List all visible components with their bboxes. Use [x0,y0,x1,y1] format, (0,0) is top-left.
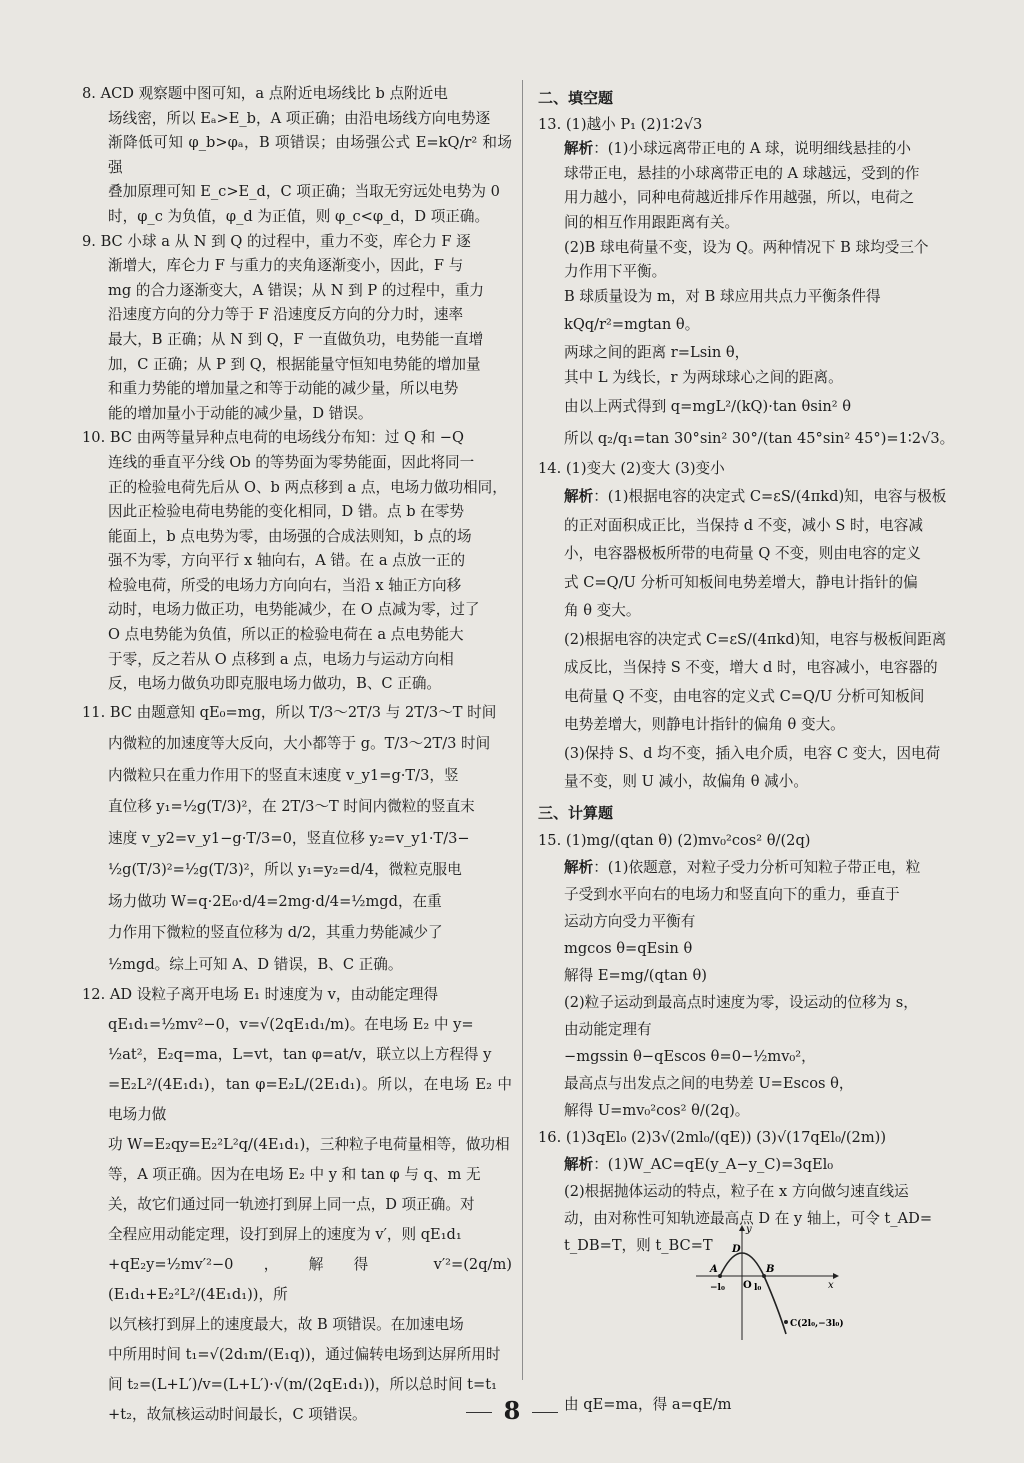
text-line: ½mgd。综上可知 A、D 错误，B、C 正确。 [108,955,403,973]
text-line: 间 t₂=(L+L′)/v=(L+L′)·√(m/(2qE₁d₁))，所以总时间 t=t₁ [108,1376,497,1394]
analysis-label: 解析 [564,859,594,877]
page-number [0,1396,1024,1425]
text-line: 解得 E=mg/(qtan θ) [564,967,707,985]
text-line: 量不变，则 U 减小，故偏角 θ 减小。 [564,773,808,791]
text-line: 的正对面积成正比，当保持 d 不变，减小 S 时，电容减 [564,516,923,534]
label-c: C(2l₀,−3l₀) [790,1319,844,1329]
text-line: 所以 q₂/q₁=tan 30°sin² 30°/(tan 45°sin² 45°)=1∶2√3。 [564,429,955,447]
text-line: 11. BC 由题意知 qE₀=mg，所以 T/3～2T/3 与 2T/3～T 时间 [82,703,497,721]
text-line: 反，电场力做负功即克服电场力做功，B、C 正确。 [108,675,442,693]
text-line: 检验电荷，所受的电场力方向向右，当沿 x 轴正方向移 [108,576,462,594]
answer-14 [538,455,968,797]
text-line: 关，故它们通过同一轨迹打到屏上同一点，D 项正确。对 [108,1196,475,1214]
text-line: 渐增大，库仑力 F 与重力的夹角逐渐变小，因此，F 与 [108,257,464,275]
text-line: ½at²，E₂q=ma，L=vt，tan φ=at/v，联立以上方程得 y [108,1046,492,1064]
text-line: 10. BC 由两等量异种点电荷的电场线分布知：过 Q 和 −Q [82,429,465,447]
text-line: 能面上，b 点电势为零，由场强的合成法则知，b 点的场 [108,527,472,545]
text-line: 13. (1)越小 P₁ (2)1∶2√3 [538,115,703,133]
text-line: (2)根据电容的决定式 C=εS/(4πkd)知，电容与极板间距离 [564,630,947,648]
text-line: 子受到水平向右的电场力和竖直向下的重力，垂直于 [564,886,900,904]
text-line: 直位移 y₁=½g(T/3)²，在 2T/3～T 时间内微粒的竖直末 [108,798,475,816]
text-line: +t₂，故氚核运动时间最长，C 项错误。 [108,1406,367,1424]
answer-10 [82,426,512,697]
label-o: O [743,1280,752,1291]
text-line: 以氕核打到屏上的速度最大，故 B 项错误。在加速电场 [108,1316,464,1334]
text-line: −mgssin θ−qEscos θ=0−½mv₀²， [564,1048,816,1066]
text-line: 全程应用动能定理，设打到屏上的速度为 v′，则 qE₁d₁ [108,1226,462,1244]
text-line: 两球之间的距离 r=Lsin θ， [564,344,750,362]
x-axis-label: x [828,1280,834,1291]
text-line: 中所用时间 t₁=√(2d₁m/(E₁q))，通过偏转电场到达屏所用时 [108,1346,501,1364]
text-line: 力作用下微粒的竖直位移为 d/2，其重力势能减少了 [108,924,443,942]
text-line: ：(1)小球远离带正电的 A 球，说明细线悬挂的小 [593,140,911,158]
text-line: 球带正电，悬挂的小球离带正电的 A 球越远，受到的作 [564,164,920,182]
text-line: 场线密，所以 Eₐ>E_b，A 项正确；由沿电场线方向电势逐 [108,109,491,127]
text-line: qE₁d₁=½mv²−0，v=√(2qE₁d₁/m)。在电场 E₂ 中 y= [108,1016,474,1034]
text-line: 15. (1)mg/(qtan θ) (2)mv₀²cos² θ/(2q) [538,832,811,850]
text-line: 正的检验电荷先后从 O、b 两点移到 a 点，电场力做功相同， [108,478,507,496]
trajectory-curve [720,1253,786,1334]
text-line: 由动能定理有 [564,1021,652,1039]
label-d: D [732,1244,741,1255]
label-b: B [766,1264,775,1275]
text-line: 强不为零，方向平行 x 轴向右，A 错。在 a 点放一正的 [108,552,466,570]
text-line: (3)保持 S、d 均不变，插入电介质，电容 C 变大，因电荷 [564,744,941,762]
analysis-label: 解析 [564,488,594,506]
text-line: 16. (1)3qEl₀ (2)3√(2ml₀/(qE)) (3)√(17qEl₀/(2m)) [538,1129,887,1147]
text-line: 动时，电场力做正功，电势能减少，在 O 点减为零，过了 [108,601,480,619]
text-line: B 球质量设为 m，对 B 球应用共点力平衡条件得 [564,287,881,305]
answer-13 [538,113,968,455]
text-line: 因此正检验电荷电势能的变化相同，D 错。点 b 在零势 [108,503,465,521]
text-line: 12. AD 设粒子离开电场 E₁ 时速度为 v，由动能定理得 [82,986,439,1004]
section-heading-calculation: 三、计算题 [538,803,614,822]
answer-9 [82,230,512,427]
text-line: 动，由对称性可知轨迹最高点 D 在 y 轴上，可令 t_AD= [564,1210,933,1228]
text-line: 其中 L 为线长，r 为两球球心之间的距离。 [564,368,843,386]
text-line: 最高点与出发点之间的电势差 U=Escos θ， [564,1075,854,1093]
text-line: 叠加原理可知 E_c>E_d，C 项正确；当取无穷远处电势为 0 [108,183,500,201]
page-number-text: 8 [503,1396,521,1425]
text-line: 间的相互作用跟距离有关。 [564,213,740,231]
answer-11 [82,697,512,981]
analysis-label: 解析 [564,1156,594,1174]
text-line: 加，C 正确；从 P 到 Q，根据能量守恒知电势能的增加量 [108,355,481,373]
point-a [718,1274,722,1278]
text-line: ：(1)依题意，对粒子受力分析可知粒子带正电，粒 [593,859,921,877]
text-line: 和重力势能的增加量之和等于动能的减少量，所以电势 [108,380,459,398]
label-a: A [710,1264,718,1275]
label-l0: l₀ [754,1283,762,1293]
text-line: 能的增加量小于动能的减少量，D 错误。 [108,404,373,422]
answer-12 [82,980,512,1430]
text-line: ：(1)W_AC=qE(y_A−y_C)=3qEl₀ [593,1156,834,1174]
text-line: 时，φ_c 为负值，φ_d 为正值，则 φ_c<φ_d，D 项正确。 [108,207,490,225]
text-line: 电势差增大，则静电计指针的偏角 θ 变大。 [564,716,845,734]
text-line: 角 θ 变大。 [564,602,641,620]
answer-15 [538,827,968,1124]
section-heading-fill-blank: 二、填空题 [538,89,614,107]
text-line: 由 qE=ma，得 a=qE/m [564,1396,732,1414]
text-line: 9. BC 小球 a 从 N 到 Q 的过程中，重力不变，库仑力 F 逐 [82,232,471,250]
text-line: 解得 U=mv₀²cos² θ/(2q)。 [564,1102,750,1120]
text-line: kQq/r²=mgtan θ。 [564,316,700,334]
y-axis-label: y [746,1224,752,1235]
text-line: 内微粒的加速度等大反向，大小都等于 g。T/3～2T/3 时间 [108,735,491,753]
text-line: 用力越小，同种电荷越近排斥作用越强，所以，电荷之 [564,189,915,207]
text-line: 14. (1)变大 (2)变大 (3)变小 [538,459,725,477]
text-line: 于零，反之若从 O 点移到 a 点，电场力与运动方向相 [108,650,454,668]
text-line: 内微粒只在重力作用下的竖直末速度 v_y1=g·T/3，竖 [108,766,459,784]
trajectory-figure [690,1222,850,1342]
text-line: ：(1)根据电容的决定式 C=εS/(4πkd)知，电容与极板 [593,488,947,506]
page-number-dash-right [532,1412,558,1413]
text-line: 功 W=E₂qy=E₂²L²q/(4E₁d₁)，三种粒子电荷量相等，做功相 [108,1136,510,1154]
label-neg-l0: −l₀ [710,1283,725,1293]
point-c [784,1320,788,1324]
text-line: 电荷量 Q 不变，由电容的定义式 C=Q/U 分析可知板间 [564,687,925,705]
text-line: ½g(T/3)²=½g(T/3)²，所以 y₁=y₂=d/4，微粒克服电 [108,861,462,879]
text-line: t_DB=T，则 t_BC=T [564,1237,713,1255]
text-line: 由以上两式得到 q=mgL²/(kQ)·tan θsin² θ [564,397,852,415]
left-column [82,82,512,1430]
text-line: 最大，B 正确；从 N 到 Q，F 一直做负功，电势能一直增 [108,330,484,348]
text-line: 运动方向受力平衡有 [564,913,696,931]
text-line: 8. ACD 观察题中图可知，a 点附近电场线比 b 点附近电 [82,85,448,102]
text-line: =E₂L²/(4E₁d₁)，tan φ=E₂L/(2E₁d₁)。所以，在电场 E₂ 中电场力做 [108,1076,512,1124]
text-line: 场力做功 W=q·2E₀·d/4=2mg·d/4=½mgd，在重 [108,892,442,910]
analysis-label: 解析 [564,140,594,158]
answer-8 [82,82,512,230]
text-line: 力作用下平衡。 [564,263,667,281]
text-line: mg 的合力逐渐变大，A 错误；从 N 到 P 的过程中，重力 [108,281,485,299]
page-number-dash-left [466,1412,492,1413]
text-line: O 点电势能为负值，所以正的检验电荷在 a 点电势能大 [108,626,464,644]
text-line: mgcos θ=qEsin θ [564,940,693,958]
text-line: +qE₂y=½mv′²−0，解得 v′²=(2q/m)(E₁d₁+E₂²L²/(4E₁d₁))，所 [108,1256,512,1304]
text-line: 式 C=Q/U 分析可知板间电势差增大，静电计指针的偏 [564,573,918,591]
text-line: (2)粒子运动到最高点时速度为零，设运动的位移为 s， [564,994,918,1012]
right-column [538,82,968,1418]
column-divider [522,80,523,1380]
text-line: 连线的垂直平分线 Ob 的等势面为零势能面，因此将同一 [108,453,475,471]
text-line: 沿速度方向的分力等于 F 沿速度反方向的分力时，速率 [108,306,464,324]
text-line: 成反比，当保持 S 不变，增大 d 时，电容减小，电容器的 [564,659,938,677]
text-line: 速度 v_y2=v_y1−g·T/3=0，竖直位移 y₂=v_y1·T/3− [108,829,470,847]
text-line: (2)根据抛体运动的特点，粒子在 x 方向做匀速直线运 [564,1183,909,1201]
text-line: (2)B 球电荷量不变，设为 Q。两种情况下 B 球均受三个 [564,238,929,256]
text-line: 等，A 项正确。因为在电场 E₂ 中 y 和 tan φ 与 q、m 无 [108,1166,481,1184]
text-line: 小，电容器极板所带的电荷量 Q 不变，则由电容的定义 [564,545,921,563]
text-line: 渐降低可知 φ_b>φₐ，B 项错误；由场强公式 E=kQ/r² 和场强 [108,134,512,176]
